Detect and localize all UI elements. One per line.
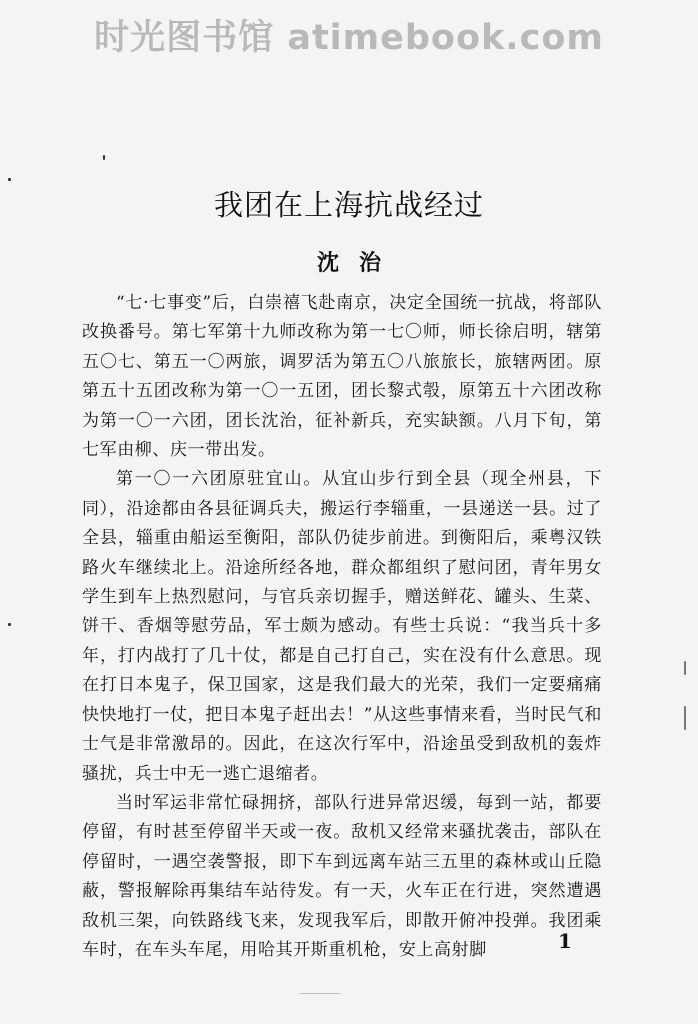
article-body bbox=[82, 289, 602, 965]
scan-mark bbox=[684, 706, 686, 730]
scan-mark bbox=[103, 155, 105, 160]
paragraph-1: “七·七事变”后，白崇禧飞赴南京，决定全国统一抗战，将部队改换番号。第七军第十九师改称为第一七〇师，师长徐启明，辖第五〇七、第五一〇两旅，调罗活为第五〇八旅旅长，旅辖两团。原第五十五团改称为第一〇一五团，团长黎式彀，原第五十六团改称为第一〇一六团，团长沈治，征补新兵，充实缺额。八月下旬，第七军由柳、庆一带出发。 bbox=[82, 293, 602, 461]
scan-mark bbox=[8, 178, 11, 181]
author-name: 沈治 bbox=[316, 250, 401, 276]
article-title: 我团在上海抗战经过 bbox=[213, 188, 484, 222]
scan-mark bbox=[300, 993, 340, 994]
scan-mark bbox=[684, 661, 686, 675]
watermark: 时光图书馆 atimebook.com bbox=[94, 18, 604, 58]
paragraph-3: 当时军运非常忙碌拥挤，部队行进异常迟缓，每到一站，都要停留，有时甚至停留半天或一夜。敌机又经常来骚扰袭击，部队在停留时，一遇空袭警报，即下车到远离车站三五里的森林或山丘隐蔽，警报解除再集结车站待发。有一天，火车正在行进，突然遭遇敌机三架，向铁路线飞来，发现我军后，即散开俯冲投弹。我团乘车时，在车头车尾，用哈其开斯重机枪，安上高射脚 bbox=[82, 792, 602, 960]
page-number: 1 bbox=[558, 929, 572, 953]
paragraph-2: 第一〇一六团原驻宜山。从宜山步行到全县（现全州县，下同），沿途都由各县征调兵夫，搬运行李辎重，一县递送一县。过了全县，辎重由船运至衡阳，部队仍徒步前进。到衡阳后，乘粤汉铁路火车继续北上。沿途所经各地，群众都组织了慰问团，青年男女学生到车上热烈慰问，与官兵亲切握手，赠送鲜花、罐头、生菜、饼干、香烟等慰劳品，军士颇为感动。有些士兵说：“我当兵十多年，打内战打了几十仗，都是自己打自己，实在没有什么意思。现在打日本鬼子，保卫国家，这是我们最大的光荣，我们一定要痛痛快快地打一仗，把日本鬼子赶出去！”从这些事情来看，当时民气和士气是非常激昂的。因此，在这次行军中，沿途虽受到敌机的轰炸骚扰，兵士中无一逃亡退缩者。 bbox=[82, 469, 602, 784]
scan-mark bbox=[8, 623, 11, 626]
